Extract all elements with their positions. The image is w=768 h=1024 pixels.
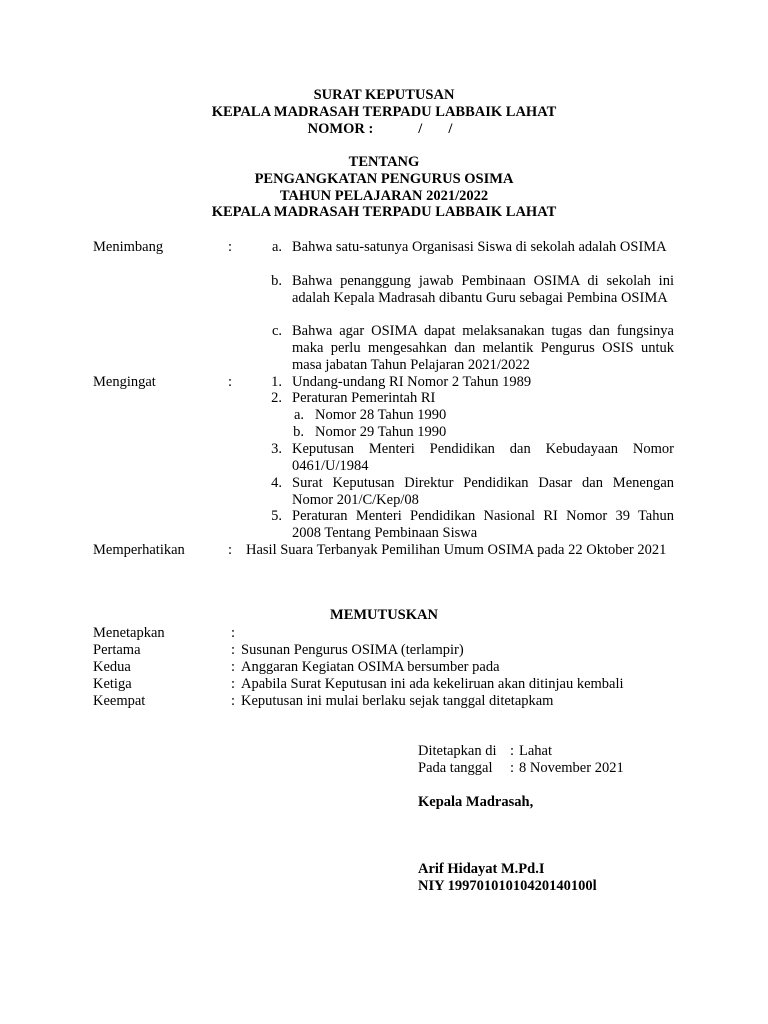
menimbang-text-a: Bahwa satu-satunya Organisasi Siswa di sekolah adalah OSIMA	[292, 239, 667, 255]
mengingat-marker-3: 3.	[271, 441, 282, 457]
mengingat-submarker-a: a.	[293, 407, 304, 423]
document-subject	[0, 154, 768, 221]
decision-row-keempat	[93, 693, 693, 710]
date-label: Pada tanggal	[418, 760, 493, 776]
menimbang-marker-c: c.	[271, 323, 282, 339]
decision-label: Keempat	[93, 693, 146, 709]
memutuskan-title: MEMUTUSKAN	[330, 607, 438, 623]
menimbang-colon: :	[228, 239, 233, 255]
mengingat-text-1: Undang-undang RI Nomor 2 Tahun 1989	[292, 374, 532, 390]
memperhatikan-colon: :	[228, 542, 233, 558]
memperhatikan-label: Memperhatikan	[93, 542, 185, 558]
nomor-separator-2: /	[448, 121, 453, 137]
mengingat-subtext-a: Nomor 28 Tahun 1990	[315, 407, 447, 423]
decision-label: Menetapkan	[93, 625, 165, 641]
decision-label: Ketiga	[93, 676, 132, 692]
mengingat-label: Mengingat	[93, 374, 156, 390]
header-title: SURAT KEPUTUSAN	[313, 87, 455, 103]
decision-label: Kedua	[93, 659, 131, 675]
place-label: Ditetapkan di	[418, 743, 497, 759]
subject-year: TAHUN PELAJARAN 2021/2022	[279, 187, 489, 204]
place-value: Lahat	[519, 743, 553, 759]
date-value: 8 November 2021	[519, 760, 624, 776]
mengingat-text-2: Peraturan Pemerintah RI	[292, 390, 436, 406]
mengingat-marker-1: 1.	[271, 374, 282, 390]
mengingat-colon: :	[228, 374, 233, 390]
place-colon: :	[510, 743, 515, 759]
nomor-separator-1: /	[418, 121, 423, 137]
menimbang-text-b: Bahwa penanggung jawab Pembinaan OSIMA di sekolah ini adalah Kepala Madrasah dibantu Guru sebagai Pembina OSIMA	[292, 273, 674, 306]
decision-value: Keputusan ini mulai berlaku sejak tanggal ditetapkam	[241, 693, 554, 709]
decision-row-pertama	[93, 642, 693, 659]
document-number	[0, 121, 768, 138]
decision-colon: :	[231, 659, 236, 675]
subject-title: PENGANGKATAN PENGURUS OSIMA	[254, 170, 514, 187]
signatory-role: Kepala Madrasah,	[418, 794, 534, 810]
decision-colon: :	[231, 676, 236, 692]
decision-row-menetapkan	[93, 625, 693, 642]
mengingat-text-3: Keputusan Menteri Pendidikan dan Kebudayaan Nomor 0461/U/1984	[292, 441, 674, 474]
decision-value: Anggaran Kegiatan OSIMA bersumber pada	[241, 659, 500, 675]
mengingat-submarker-b: b.	[293, 424, 304, 440]
decision-row-kedua	[93, 659, 693, 676]
nomor-label: NOMOR :	[307, 121, 374, 137]
mengingat-marker-5: 5.	[271, 508, 282, 524]
memperhatikan-text: Hasil Suara Terbanyak Pemilihan Umum OSIMA pada 22 Oktober 2021	[246, 542, 667, 558]
signatory-niy: NIY 19970101010420140100l	[418, 878, 597, 894]
date-colon: :	[510, 760, 515, 776]
header-institution: KEPALA MADRASAH TERPADU LABBAIK LAHAT	[211, 103, 557, 120]
menimbang-label: Menimbang	[93, 239, 164, 255]
menimbang-text-c: Bahwa agar OSIMA dapat melaksanakan tugas dan fungsinya maka perlu mengesahkan dan melantik Pengurus OSIS untuk masa jabatan Tahun Pelajaran 2021/2022	[292, 323, 674, 373]
subject-tentang: TENTANG	[348, 154, 420, 170]
mengingat-text-4: Surat Keputusan Direktur Pendidikan Dasar dan Menengan Nomor 201/C/Kep/08	[292, 475, 674, 508]
subject-institution: KEPALA MADRASAH TERPADU LABBAIK LAHAT	[211, 204, 557, 221]
decision-colon: :	[231, 625, 236, 641]
menimbang-marker-a: a.	[271, 239, 282, 255]
mengingat-subtext-b: Nomor 29 Tahun 1990	[315, 424, 447, 440]
mengingat-marker-4: 4.	[271, 475, 282, 491]
decision-row-ketiga	[93, 676, 693, 693]
decision-colon: :	[231, 693, 236, 709]
document-header	[0, 87, 768, 121]
menimbang-marker-b: b.	[271, 273, 282, 289]
mengingat-marker-2: 2.	[271, 390, 282, 406]
mengingat-text-5: Peraturan Menteri Pendidikan Nasional RI Nomor 39 Tahun 2008 Tentang Pembinaan Siswa	[292, 508, 674, 541]
signatory-name: Arif Hidayat M.Pd.I	[418, 861, 545, 877]
decision-value: Susunan Pengurus OSIMA (terlampir)	[241, 642, 464, 658]
decision-colon: :	[231, 642, 236, 658]
decision-label: Pertama	[93, 642, 141, 658]
decision-value: Apabila Surat Keputusan ini ada kekeliruan akan ditinjau kembali	[241, 676, 624, 692]
